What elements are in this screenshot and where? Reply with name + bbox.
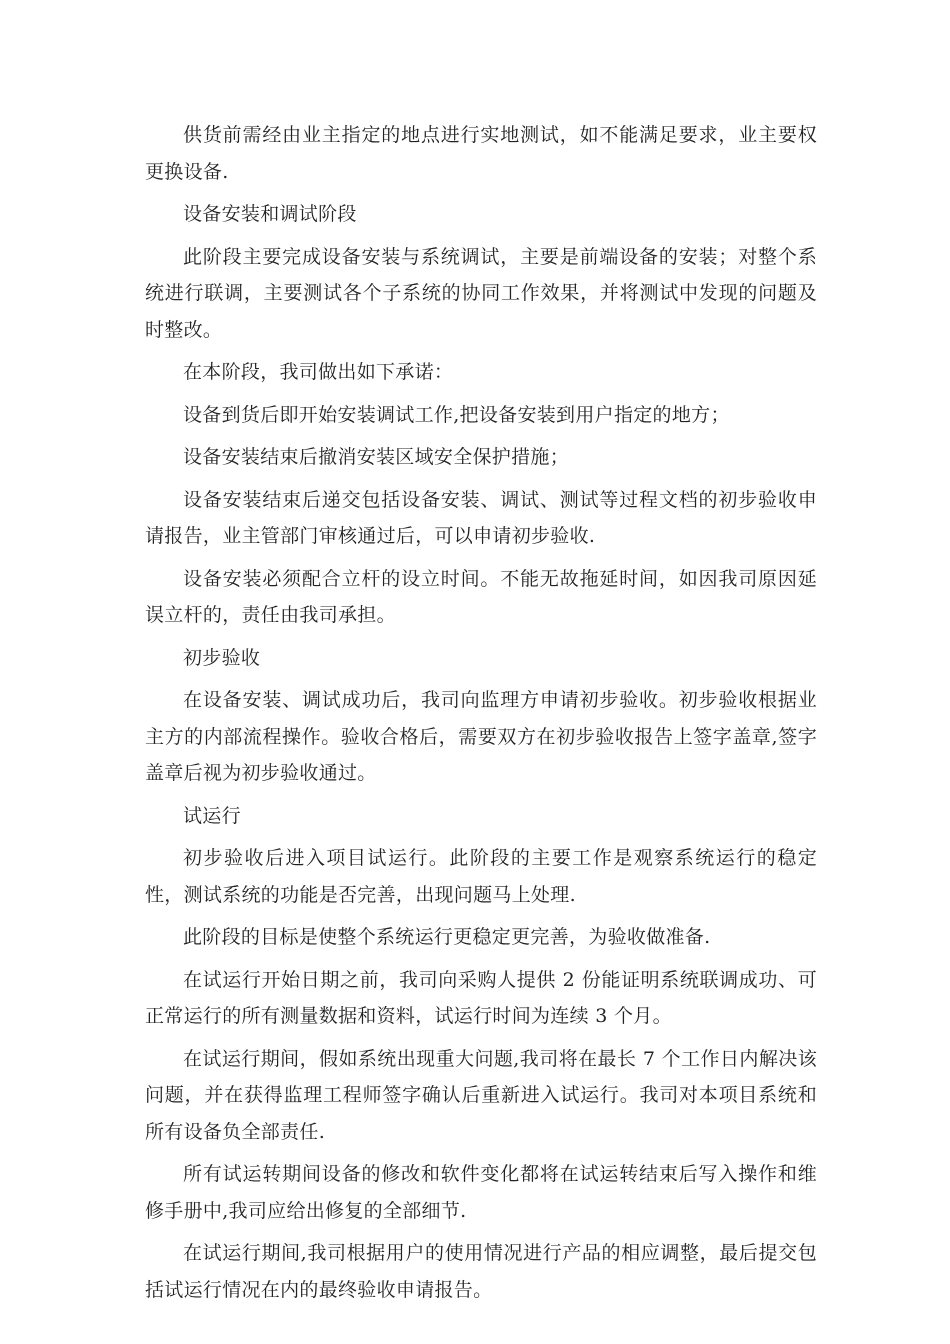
paragraph-commitment-3: 设备安装结束后递交包括设备安装、调试、测试等过程文档的初步验收申请报告，业主管部门审核通过后，可以申请初步验收. <box>145 488 817 547</box>
paragraph-preliminary-acceptance: 在设备安装、调试成功后，我司向监理方申请初步验收。初步验收根据业主方的内部流程操作。验收合格后，需要双方在初步验收报告上签字盖章,签字盖章后视为初步验收通过。 <box>145 689 817 784</box>
paragraph-stage-overview: 此阶段主要完成设备安装与系统调试，主要是前端设备的安装；对整个系统进行联调，主要测试各个子系统的协同工作效果，并将测试中发现的问题及时整改。 <box>145 245 817 341</box>
paragraph-final-acceptance: 在试运行期间,我司根据用户的使用情况进行产品的相应调整，最后提交包括试运行情况在内的最终验收申请报告。 <box>145 1242 817 1301</box>
heading-preliminary-acceptance: 初步验收 <box>183 646 261 669</box>
paragraph-trial-run-changes: 所有试运转期间设备的修改和软件变化都将在试运转结束后写入操作和维修手册中,我司应给出修复的全部细节. <box>145 1163 817 1222</box>
paragraph-pole-timing: 设备安装必须配合立杆的设立时间。不能无故拖延时间，如因我司原因延误立杆的，责任由我司承担。 <box>145 567 817 626</box>
paragraph-supply-test: 供货前需经由业主指定的地点进行实地测试，如不能满足要求，业主要权更换设备. <box>145 124 817 183</box>
heading-install-debug-stage: 设备安装和调试阶段 <box>183 203 357 225</box>
heading-trial-run: 试运行 <box>183 804 241 827</box>
paragraph-commitment-1: 设备到货后即开始安装调试工作,把设备安装到用户指定的地方； <box>183 403 730 426</box>
paragraph-trial-run-issues: 在试运行期间，假如系统出现重大问题,我司将在最长 7 个工作日内解决该问题，并在获得监理工程师签字确认后重新进入试运行。我司对本项目系统和所有设备负全部责任. <box>145 1047 817 1143</box>
paragraph-commitment-2: 设备安装结束后撤消安装区域安全保护措施； <box>183 446 570 468</box>
paragraph-trial-run-intro: 初步验收后进入项目试运行。此阶段的主要工作是观察系统运行的稳定性，测试系统的功能是否完善，出现问题马上处理. <box>145 847 817 906</box>
paragraph-trial-run-goal: 此阶段的目标是使整个系统运行更稳定更完善，为验收做准备. <box>183 926 711 948</box>
paragraph-trial-run-data: 在试运行开始日期之前，我司向采购人提供 2 份能证明系统联调成功、可正常运行的所有测量数据和资料，试运行时间为连续 3 个月。 <box>145 968 817 1027</box>
paragraph-commitment-intro: 在本阶段，我司做出如下承诺： <box>183 361 454 383</box>
